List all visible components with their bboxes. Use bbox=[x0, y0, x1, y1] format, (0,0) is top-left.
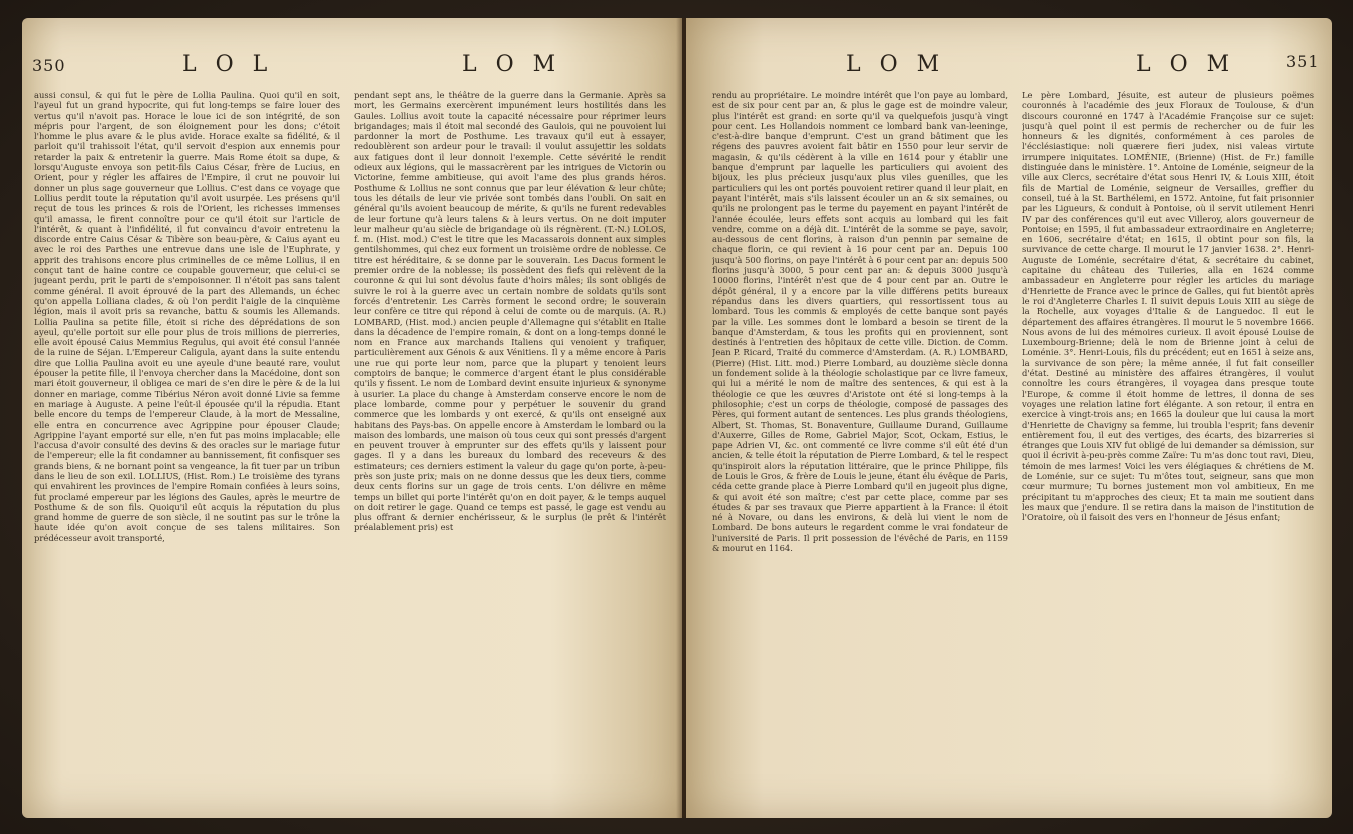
left-header-left-word: L O L bbox=[182, 52, 274, 77]
left-page-header bbox=[32, 52, 672, 82]
right-page-number: 351 bbox=[1286, 52, 1320, 71]
right-page bbox=[686, 18, 1332, 818]
right-page-column-1: rendu au propriétaire. Le moindre intérêt que l'on paye au lombard, est de six pour cent par an, & plus le gage est de moindre valeur, plus l'intérêt est grand: en sorte qu'il va quelquefois jusqu'à vingt pour cent. Les Hollandois nomment ce lombard bank van-leeninge, c'est-à-dire banque d'emprunt. C'est un grand bâtiment que les régens des pauvres avoient fait bâtir en 1550 pour leur servir de magasin, & qu'ils cédèrent à la ville en 1614 pour y établir une banque d'emprunt par laquelle les particuliers qui avoient des bijoux, les plus précieux jusqu'aux plus viles guenilles, que les particuliers qui les ont portés pouvoient retirer quand il leur plait, en payant l'intérêt, mais s'ils laissent écouler un an & six semaines, ou qu'ils ne prolongent pas le terme du payement en payant l'intérêt de l'année écoulée, leurs effets sont acquis au lombard qui les fait vendre, comme on a déjà dit. L'intérêt de la somme se paye, savoir, au-dessous de cent florins, à raison d'un pennin par semaine de chaque florin, ce qui revient à 16 pour cent par an. Depuis 100 jusqu'à 500 florins, on paye l'intérêt à 6 pour cent par an: depuis 500 florins jusqu'à 3000, 5 pour cent par an: & depuis 3000 jusqu'à 10000 florins, l'intérêt n'est que de 4 pour cent par an. Outre le dépôt général, il y a encore par la ville différens petits bureaux répandus dans les divers quartiers, qui ressortissent tous au lombard. Tous les commis & employés de cette banque sont payés par la ville. Les sommes dont le lombard a besoin se tirent de la banque d'Amsterdam, & tous les profits qui en proviennent, sont destinés à l'entretien des hôpitaux de cette ville. Diction. de Comm. Jean P. Ricard, Traité du commerce d'Amsterdam. (A. R.) LOMBARD, (Pierre) (Hist. Litt. mod.) Pierre Lombard, au douzième siècle donna un fondement solide à la théologie scholastique par ce livre fameux, qui lui a mérité le nom de maître des sentences, & qui est à la théologie ce que les œuvres d'Aristote ont été si long-temps à la philosophie; c'est un corps de théologie, composé de passages des Pères, qui forment autant de sentences. Les plus grands théologiens, Albert, St. Thomas, St. Bonaventure, Guillaume Durand, Guillaume d'Auxerre, Gilles de Rome, Gabriel Major, Scot, Ockam, Estius, le pape Adrien VI, &c. ont commenté ce livre comme s'il eût été d'un ancien, & telle étoit la réputation de Pierre Lombard, & tel le respect qu'inspiroit alors la réputation littéraire, que le prince Philippe, fils de Louis le Gros, & frère de Louis le jeune, étant élu évêque de Paris, céda cette grande place à Pierre Lombard qu'il en jugeoit plus digne, & qui avoit été son maître; c'est par cette place, comme par ses études & par ses travaux que Pierre appartient à la France: il étoit né à Novare, ou dans les environs, & delà lui vient le nom de Lombard. De bons auteurs le regardent comme le vrai fondateur de l'université de Paris. Il prit possession de l'évêché de Paris, en 1159 & mourut en 1164. bbox=[712, 90, 1008, 554]
right-header-right-word: L O M bbox=[1136, 52, 1236, 77]
left-page bbox=[22, 18, 682, 818]
left-page-number: 350 bbox=[32, 56, 66, 75]
left-page-column-1: aussi consul, & qui fut le père de Lollia Paulina. Quoi qu'il en soit, l'ayeul fut un grand hypocrite, qui fut long-temps se faire louer des vertus qu'il n'avoit pas. Horace le loue ici de son intégrité, de son mépris pour l'argent, de son éloignement pour les dons; c'étoit l'homme le plus avare & le plus avide. Horace exalte sa fidélité, & il parloit qu'il trahissoit l'état, qu'il servoit d'espion aux ennemis pour retarder la paix & entretenir la guerre. Mais Rome étoit sa dupe, & lorsqu'Auguste envoya son petit-fils Caius César, frère de Lucius, en Orient, pour y régler les affaires de l'Empire, il crut ne pouvoir lui donner un plus sage gouverneur que Lollius. C'est dans ce voyage que Lollius perdit toute la réputation qu'il avoit usurpée. Les présens qu'il reçut de tous les princes & rois de l'Orient, les richesses immenses qu'il amassa, le firent connoître pour ce qu'il étoit sur l'article de l'intérêt, & quant à l'infidélité, il fut convaincu d'avoir entretenu la discorde entre Caius César & Tibère son beau-père, & Caius ayant eu avec le roi des Parthes une entrevue dans une isle de l'Euphrate, y apprit des trahisons encore plus criminelles de ce même Lollius, il en conçut tant de haine contre ce coupable gouverneur, que celui-ci se jugeant perdu, prit le parti de s'empoisonner. Il n'étoit pas sans talent comme général. Il avoit éprouvé de la part des Allemands, un échec qu'on appella Lolliana clades, & où l'on perdit l'aigle de la cinquième légion, mais il avoit pris sa revanche, battu & soumis les Allemands. Lollia Paulina sa petite fille, étoit si riche des déprédations de son ayeul, qu'elle portoit sur elle pour plus de trois millions de pierreries, elle avoit épousé Caius Memmius Regulus, qui avoit été consul l'année de la ruine de Séjan. L'Empereur Caligula, ayant dans la suite entendu dire que Lollia Paulina avoit eu une ayeule d'une beauté rare, voulut épouser la petite fille, il l'envoya chercher dans la Macédoine, dont son mari étoit gouverneur, il obligea ce mari de s'en dire le père & de la lui donner en mariage, comme Tibérius Néron avoit donné Livie sa femme en mariage à Auguste. A peine l'eût-il épousée qu'il la répudia. Etant belle encore du temps de l'empereur Claude, à la mort de Messaline, elle entra en concurrence avec Agrippine pour épouser Claude; Agrippine l'ayant emporté sur elle, n'en fut pas moins implacable; elle l'accusa d'avoir consulté des devins & des oracles sur le mariage futur de l'empereur; elle la fit condamner au bannissement, fit confisquer ses grands biens, & ne bornant point sa vengeance, la fit tuer par un tribun dans le lieu de son exil. LOLLIUS, (Hist. Rom.) Le troisième des tyrans qui envahirent les provinces de l'empire Romain confiées à leurs soins, fut proclamé empereur par les légions des Gaules, après le meurtre de Posthume & de son fils. Quoiqu'il eût acquis la réputation du plus grand homme de guerre de son siècle, il ne soutint pas sur le trône la haute idée qu'on avoit conçue de ses talens militaires. Son prédécesseur avoit transporté, bbox=[34, 90, 340, 543]
right-page-column-2: Le père Lombard, Jésuite, est auteur de plusieurs poëmes couronnés à l'académie des jeux Floraux de Toulouse, & d'un discours couronné en 1747 à l'Académie Françoise sur ce sujet: jusqu'à quel point il est permis de rechercher ou de fuir les honneurs & les dignités, conformément à ces paroles de l'écclésiastique: noli quærere fieri judex, nisi valeas virtute irrumpere iniquitates. LOMÉNIE, (Brienne) (Hist. de Fr.) famille distinguée dans le ministère. 1°. Antoine de Loménie, seigneur de la ville aux Clercs, secrétaire d'état sous Henri IV, & Louis XIII, étoit fils de Martial de Loménie, seigneur de Versailles, greffier du conseil, tué à la St. Barthélemi, en 1572. Antoine, fut fait prisonnier par les Ligueurs, & conduit à Pontoise, où il servit utilement Henri IV par des conférences qu'il eut avec Villeroy, alors gouverneur de Pontoise; en 1595, il fut ambassadeur extraordinaire en Angleterre; en 1606, secrétaire d'état; en 1615, il obtint pour son fils, la survivance de cette charge. Il mourut le 17 janvier 1638. 2°. Henri-Auguste de Loménie, secrétaire d'état, & secrétaire du cabinet, capitaine du château des Tuileries, alla en 1624 comme ambassadeur en Angleterre pour régler les articles du mariage d'Henriette de France avec le prince de Galles, qui fut bientôt après le roi d'Angleterre Charles I. Il suivit depuis Louis XIII au siège de la Rochelle, aux voyages d'Italie & de Languedoc. Il eut le département des affaires étrangères. Il mourut le 5 novembre 1666. Nous avons de lui des mémoires curieux. Il avoit épousé Louise de Luxembourg-Brienne; delà le nom de Brienne joint à celui de Loménie. 3°. Henri-Louis, fils du précédent; eut en 1651 à seize ans, la survivance de son père; la même année, il fut fait conseiller d'état. Destiné au ministère des affaires étrangères, il voulut connoître les cours étrangères, il voyagea dans presque toute l'Europe, & comme il étoit homme de lettres, il donna de ses voyages une relation latine fort élégante. A son retour, il entra en exercice à vingt-trois ans; en 1665 la douleur que lui causa la mort d'Henriette de Chavigny sa femme, lui troubla l'esprit; fans devenir entièrement fou, il eut des vertiges, des écarts, des bizarreries si étranges que Louis XIV fut obligé de lui demander sa démission, sur quoi il écrivit à-peu-près comme Zaïre: Tu m'as donc tout ravi, Dieu, témoin de mes larmes! Voici les vers élégiaques & chrétiens de M. de Loménie, sur ce sujet: Tu m'ôtes tout, seigneur, sans que mon cœur murmure; Tu bornes justement mon vol ambitieux, En me précipitant tu m'approches des cieux; Et ta main me soutient dans les maux que j'endure. Il se retira dans la maison de l'institution de l'Oratoire, où il faisoit des vers en l'honneur de Jésus enfant; bbox=[1022, 90, 1314, 523]
right-page-header bbox=[706, 52, 1320, 82]
left-page-column-2: pendant sept ans, le théâtre de la guerre dans la Germanie. Après sa mort, les Germains exercèrent impunément leurs hostilités dans les Gaules. Lollius avoit toute la capacité nécessaire pour réprimer leurs brigandages; mais il étoit mal secondé des Gaulois, qui ne pouvoient lui pardonner la mort de Posthume. Les travaux qu'il eut à essayer, redoublèrent son ardeur pour le travail: il voulut assujettir les soldats aux fatigues dont il leur donnoit l'exemple. Cette sévérité le rendit odieux aux légions, qui le massacrèrent par les intrigues de Victorin ou Victorine, femme ambitieuse, qui avoit l'ame des plus grands héros. Posthume & Lollius ne sont connus que par leur élévation & leur chûte; tous les détails de leur vie privée sont tombés dans l'oubli. On sait en général qu'ils avoient beaucoup de mérite, & qu'ils ne furent redevables de leur fortune qu'à leurs talens & à leurs vertus. On ne doit imputer leur malheur qu'au siècle de brigandage où ils régnèrent. (T.-N.) LOLOS, f. m. (Hist. mod.) C'est le titre que les Macassarois donnent aux simples gentilshommes, qui chez eux forment un troisième ordre de noblesse. Ce titre est héréditaire, & se donne par le souverain. Les Dacus forment le premier ordre de la noblesse; ils possèdent des fiefs qui relèvent de la couronne & qui lui sont dévolus faute d'hoirs mâles; ils sont obligés de suivre le roi à la guerre avec un certain nombre de soldats qu'ils sont forcés d'entretenir. Les Carrès forment le second ordre; le souverain leur confère ce titre qui répond à celui de comte ou de marquis. (A. R.) LOMBARD, (Hist. mod.) ancien peuple d'Allemagne qui s'établit en Italie dans la décadence de l'empire romain, & dont on a long-temps donné le nom en France aux marchands Italiens qui venoient y trafiquer, particulièrement aux Génois & aux Vénitiens. Il y a même encore à Paris une rue qui porte leur nom, parce que la plupart y tenoient leurs comptoirs de banque; le commerce d'argent étant le plus considérable qu'ils y fissent. Le nom de Lombard devint ensuite injurieux & synonyme à usurier. La place du change à Amsterdam conserve encore le nom de place lombarde, comme pour y perpétuer le souvenir du grand commerce que les lombards y ont exercé, & qu'ils ont enseigné aux habitans des Pays-bas. On appelle encore à Amsterdam le lombard ou la maison des lombards, une maison où tous ceux qui sont pressés d'argent en peuvent trouver à emprunter sur des effets qu'ils y laissent pour gages. Il y a dans les bureaux du lombard des receveurs & des estimateurs; ces derniers estiment la valeur du gage qu'on porte, à-peu-près son juste prix; mais on ne donne dessus que les deux tiers, comme deux cents florins sur un gage de trois cents. L'on délivre en même temps un billet qui porte l'intérêt qu'on en doit payer, & le temps auquel on doit retirer le gage. Quand ce temps est passé, le gage est vendu au plus offrant & dernier enchérisseur, & le surplus (le prêt & l'intérêt préalablement pris) est bbox=[354, 90, 666, 533]
left-header-right-word: L O M bbox=[462, 52, 562, 77]
right-header-left-word: L O M bbox=[846, 52, 946, 77]
